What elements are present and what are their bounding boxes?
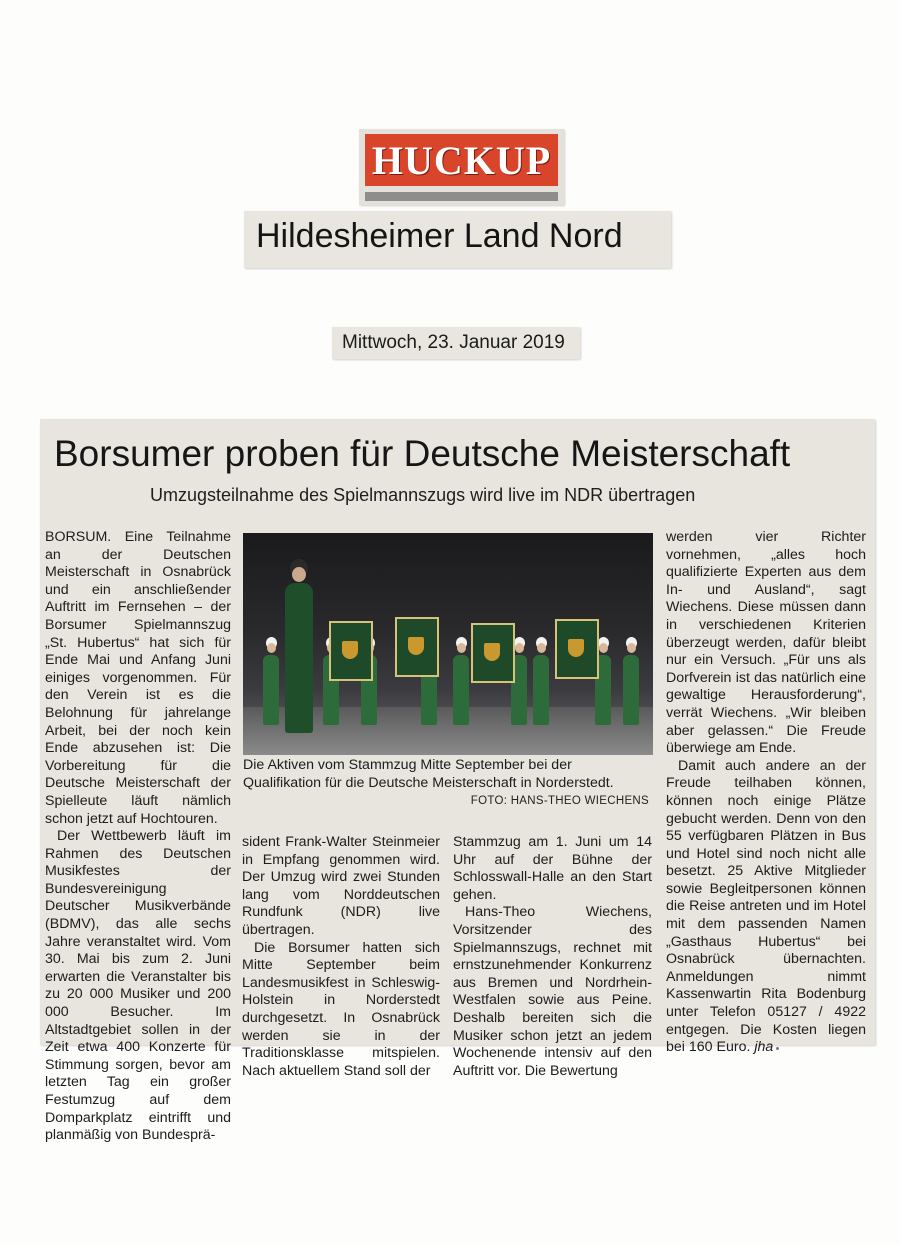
paragraph: Der Wettbewerb läuft im Rahmen des Deutschen Musikfestes der Bundesvereinigung Deutscher Musikverbände (BDMV), das alle sechs Jahre veranstaltet wird. Vom 30. Mai bis zum 2. Juni erwarten die Veranstalter bis zu 20 000 Musiker und 200 000 Besucher. Im Altstadtgebiet sollen in der Zeit etwa 400 Konzerte für Stimmung sorgen, bevor am letzten Tag ein großer Festumzug auf dem Domparkplatz eintrifft und planmäßig von Bundesprä- bbox=[45, 828, 231, 1144]
musician-figure bbox=[533, 655, 549, 725]
banner bbox=[555, 619, 599, 679]
paragraph: Hans-Theo Wiechens, Vorsitzender des Spielmannszugs, rechnet mit ernstzunehmender Konkurrenz aus Bremen und Nordrhein-Westfalen sowie aus Peine. Deshalb bereiten sich die Musiker schon jetzt an jedem Wochenende intensiv auf den Auftritt vor. Die Bewertung bbox=[453, 904, 652, 1079]
publication-date: Mittwoch, 23. Januar 2019 bbox=[342, 332, 565, 353]
column-3 bbox=[453, 834, 652, 1080]
date-clipping bbox=[332, 327, 580, 359]
band-photo bbox=[243, 533, 653, 755]
paragraph: werden vier Richter vornehmen, „alles hoch qualifizierte Experten aus dem In- und Ausland“, sagt Wiechens. Diese müssen dann in verschiedenen Kriterien überzeugt werden, dafür bleibt nur ein Versuch. „Für uns als Dorfverein ist das natürlich eine gewaltige Herausforderung“, verrät Wiechens. „Wir bleiben aber gelassen.“ Die Freude überwiege am Ende. bbox=[666, 529, 866, 757]
paragraph: BORSUM. Eine Teilnahme an der Deutschen Meisterschaft in Osnabrück und ein anschließender Auftritt im Fernsehen – der Borsumer Spielmannszug „St. Hubertus“ hat sich für Ende Mai und Anfang Juni einiges vorgenommen. Für den Verein ist es die Belohnung für jahrelange Arbeit, bei der noch kein Ende abzusehen ist: Die Vorbereitung für die Deutsche Meisterschaft der Spielleute läuft nämlich schon jetzt auf Hochtouren. bbox=[45, 529, 231, 827]
paragraph: Die Borsumer hatten sich Mitte September beim Landesmusikfest in Schleswig-Holstein in Norderstedt durchgesetzt. In Osnabrück werden sie in der Traditionsklasse mitspielen. Nach aktuellem Stand soll der bbox=[242, 939, 440, 1079]
banner bbox=[471, 623, 515, 683]
subheadline: Umzugsteilnahme des Spielmannszugs wird live im NDR übertragen bbox=[150, 485, 696, 505]
banner bbox=[395, 617, 439, 677]
scan-speck bbox=[776, 1047, 779, 1050]
column-1 bbox=[45, 529, 231, 1145]
paragraph bbox=[666, 758, 866, 1057]
huckup-logo bbox=[365, 134, 558, 186]
photo-caption: Die Aktiven vom Stammzug Mitte September bei der Qualifikation für die Deutsche Meisterschaft in Norderstedt. bbox=[243, 757, 614, 791]
author-initials: jha bbox=[754, 1039, 774, 1056]
section-clipping bbox=[244, 211, 671, 268]
logo-text: HUCKUP bbox=[371, 137, 552, 183]
column-2 bbox=[242, 834, 440, 1080]
paragraph: sident Frank-Walter Steinmeier in Empfang genommen wird. Der Umzug wird zwei Stunden lang vom Norddeutschen Rundfunk (NDR) live übertragen. bbox=[242, 834, 440, 938]
drum-major-figure bbox=[285, 583, 313, 733]
paragraph: Stammzug am 1. Juni um 14 Uhr auf der Bühne der Schlosswall-Halle an den Start gehen. bbox=[453, 834, 652, 903]
musician-figure bbox=[453, 655, 469, 725]
article-clipping bbox=[40, 419, 875, 1144]
photo-credit: FOTO: HANS-THEO WIECHENS bbox=[470, 795, 649, 807]
logo-clipping bbox=[359, 129, 564, 205]
headline: Borsumer proben für Deutsche Meisterschaft bbox=[54, 433, 791, 474]
logo-underbar bbox=[365, 192, 558, 201]
section-title: Hildesheimer Land Nord bbox=[256, 217, 623, 255]
column-4 bbox=[666, 529, 866, 1057]
banner bbox=[329, 621, 373, 681]
paragraph-text: Damit auch andere an der Freude teilhaben können, können noch einige Plätze gebucht werden. Denn von den 55 verfügbaren Plätzen in Bus und Hotel sind noch nicht alle besetzt. 25 Aktive Mitglieder sowie Begleitpersonen können die Reise antreten und im Hotel mit dem passenden Namen „Gasthaus Hubertus“ bei Osnabrück übernachten. Anmeldungen nimmt Kassenwartin Rita Bodenburg unter Telefon 05127 / 4922 entgegen. Die Kosten liegen bei 160 Euro. bbox=[666, 757, 866, 1056]
musician-figure bbox=[263, 655, 279, 725]
musician-figure bbox=[623, 655, 639, 725]
